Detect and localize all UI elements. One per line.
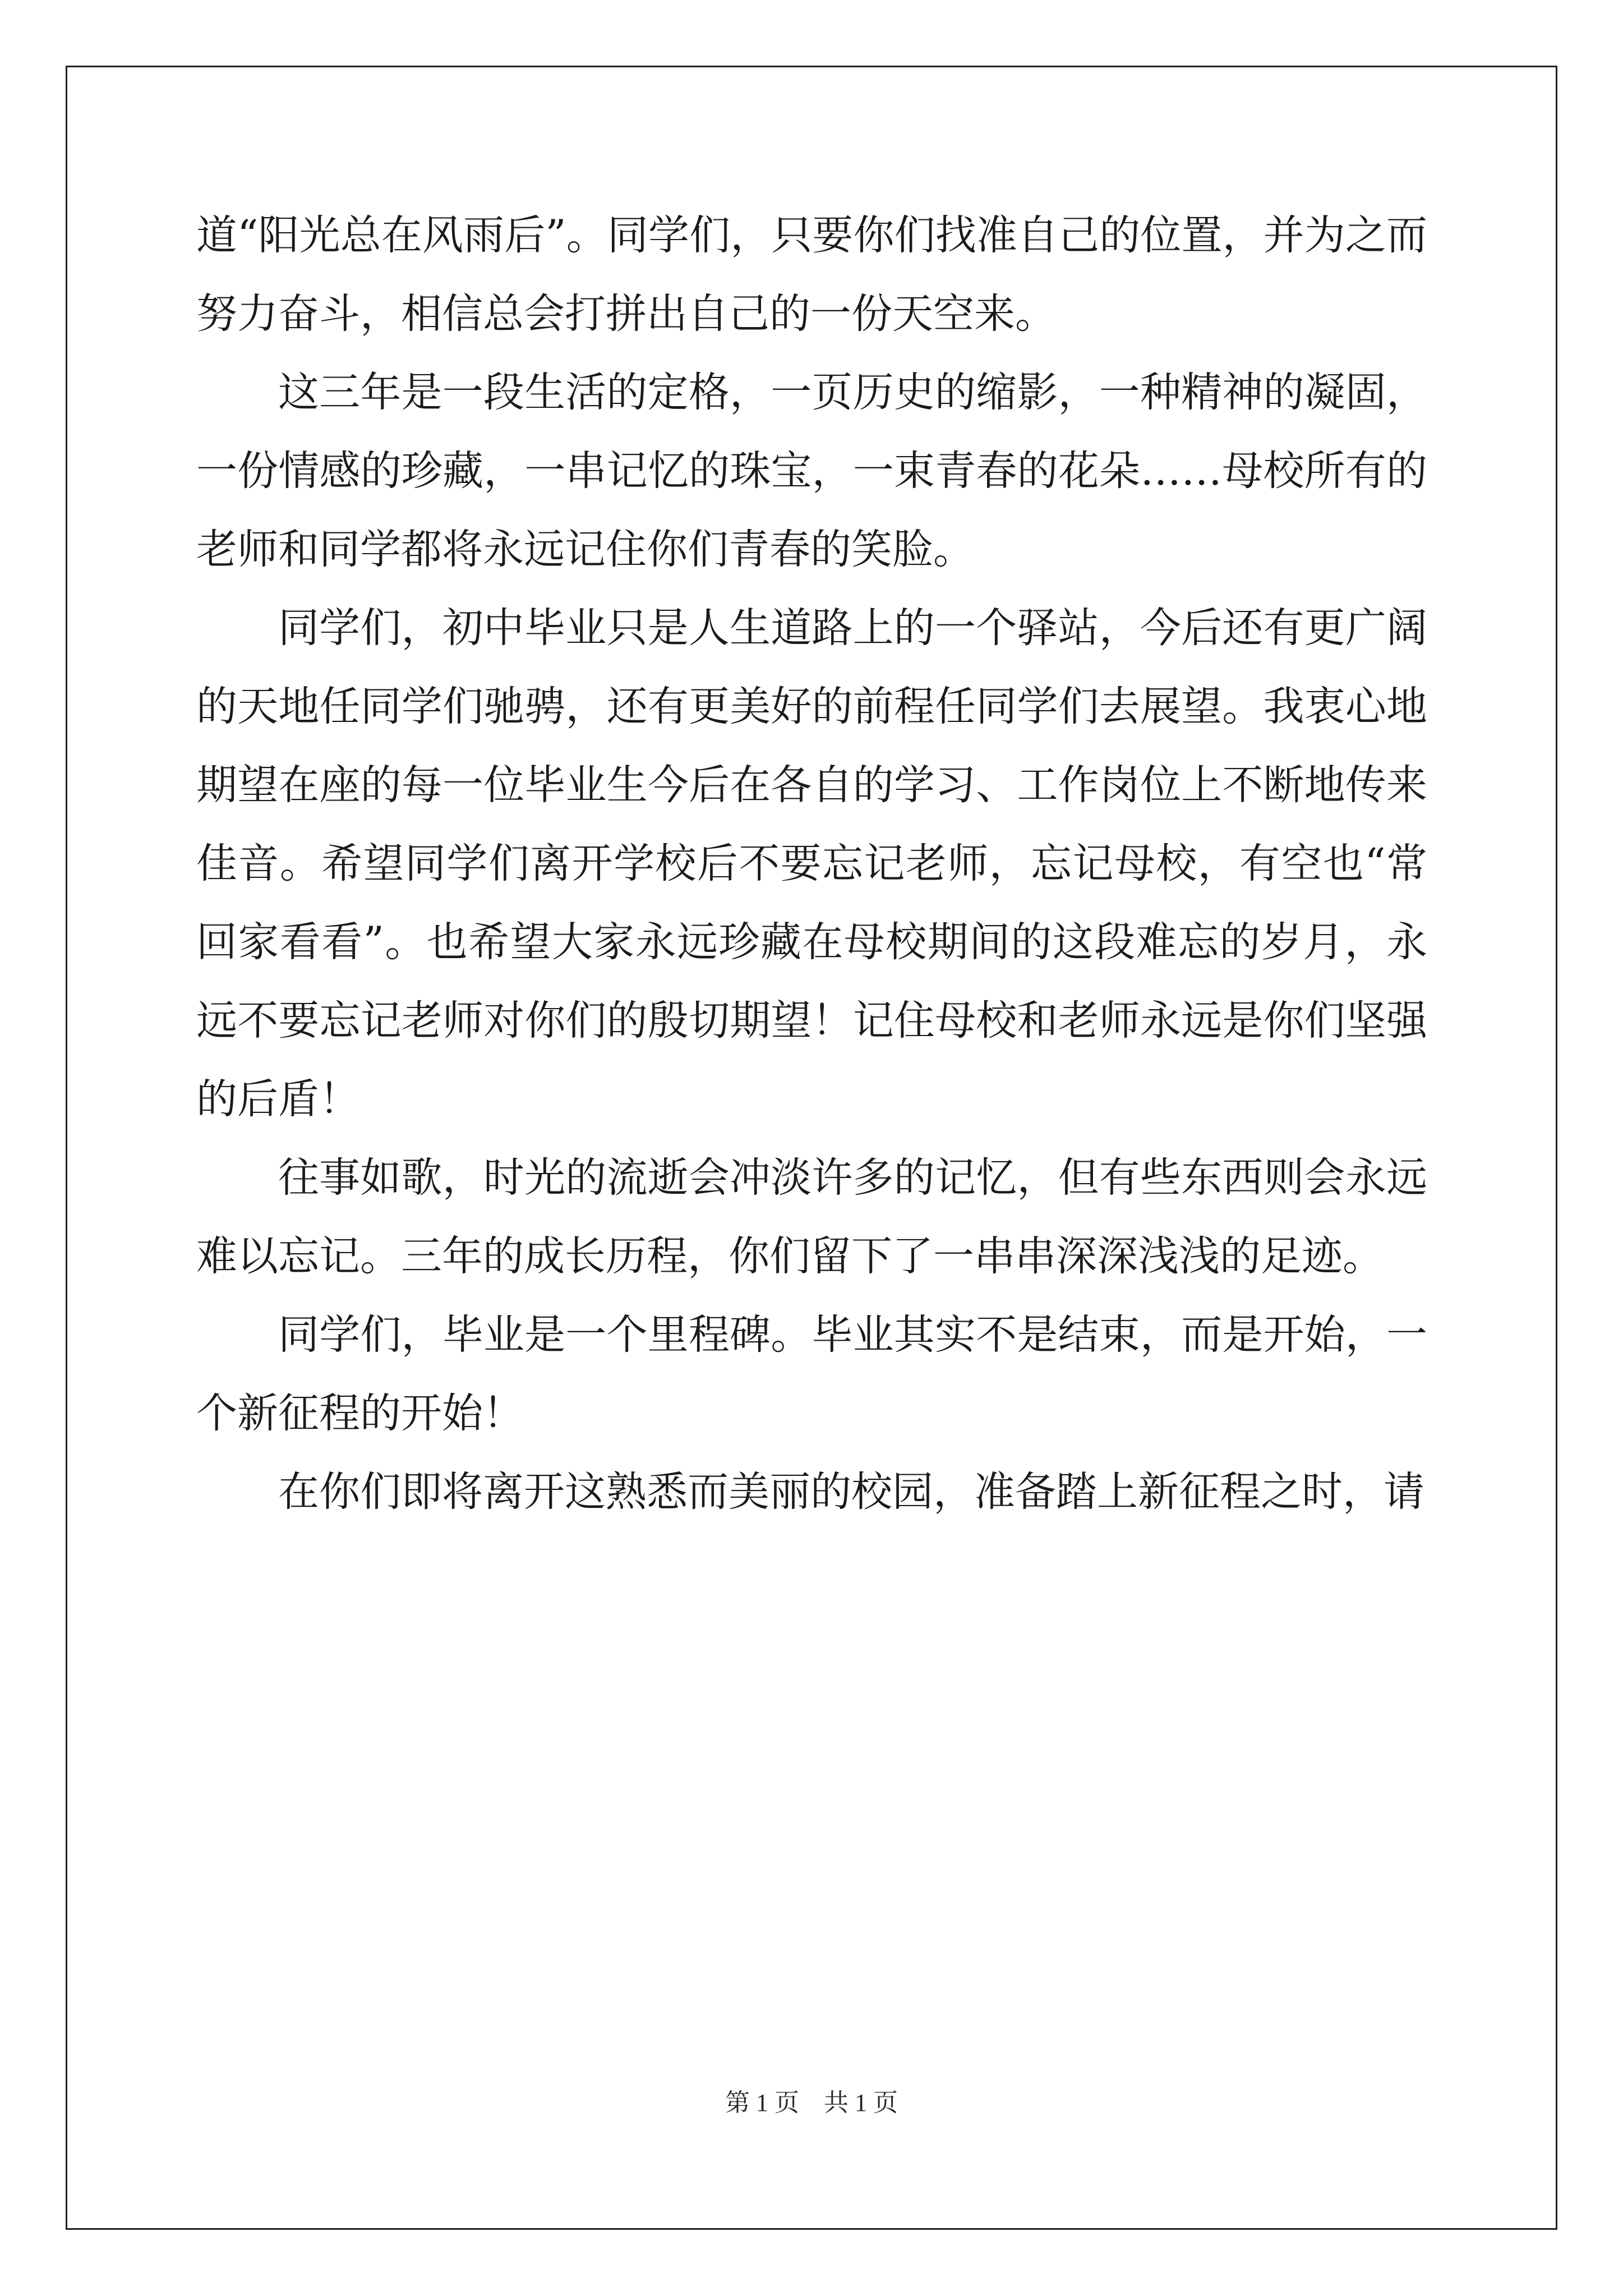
paragraph-4: 往事如歌，时光的流逝会冲淡许多的记忆，但有些东西则会永远难以忘记。三年的成长历程，你们留下了一串串深深浅浅的足迹。 <box>196 1154 1427 1280</box>
document-body <box>196 196 1427 1531</box>
paragraph-5: 同学们，毕业是一个里程碑。毕业其实不是结束，而是开始，一个新征程的开始！ <box>196 1311 1427 1437</box>
paragraph-2: 这三年是一段生活的定格，一页历史的缩影，一种精神的凝固，一份情感的珍藏，一串记忆的珠宝，一束青春的花朵……母校所有的老师和同学都将永远记住你们青春的笑脸。 <box>196 369 1427 573</box>
page-number-footer: 第 1 页 共 1 页 <box>725 2089 898 2116</box>
paragraph-3: 同学们，初中毕业只是人生道路上的一个驿站，今后还有更广阔的天地任同学们驰骋，还有更美好的前程任同学们去展望。我衷心地期望在座的每一位毕业生今后在各自的学习、工作岗位上不断地传来佳音。希望同学们离开学校后不要忘记老师，忘记母校，有空也“常回家看看”。也希望大家永远珍藏在母校期间的这段难忘的岁月，永远不要忘记老师对你们的殷切期望！记住母校和老师永远是你们坚强的后盾！ <box>196 604 1427 1123</box>
paragraph-6: 在你们即将离开这熟悉而美丽的校园，准备踏上新征程之时，请 <box>278 1468 1424 1516</box>
paragraph-1: 道“阳光总在风雨后”。同学们，只要你们找准自己的位置，并为之而努力奋斗，相信总会打拼出自己的一份天空来。 <box>196 211 1427 338</box>
